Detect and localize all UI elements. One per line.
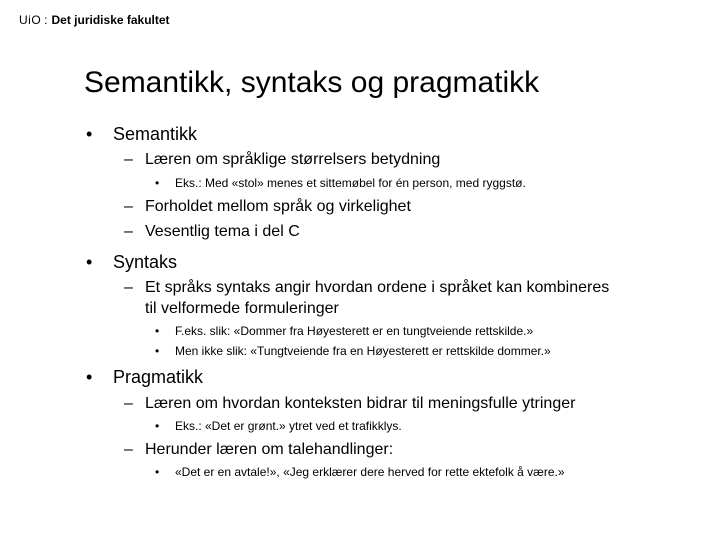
syntaks-item-1-line1: Et språks syntaks angir hvordan ordene i språket kan kombineres <box>145 279 610 296</box>
dash-marker: – <box>124 395 133 412</box>
sub-bullet-marker: • <box>155 176 160 190</box>
pragmatikk-item-2: Herunder læren om talehandlinger: <box>145 441 394 458</box>
syntaks-example-2: Men ikke slik: «Tungtveiende fra en Høyesterett er rettskilde dommer.» <box>175 344 551 358</box>
uio-logo: UiO <box>19 13 42 27</box>
bullet-marker: • <box>86 124 93 144</box>
semantikk-example: Eks.: Med «stol» menes et sittemøbel for én person, med ryggstø. <box>175 176 526 190</box>
sub-bullet-marker: • <box>155 344 160 358</box>
slide-title: Semantikk, syntaks og pragmatikk <box>84 66 540 99</box>
dash-marker: – <box>124 151 133 168</box>
pragmatikk-item-1: Læren om hvordan konteksten bidrar til meningsfulle ytringer <box>145 395 576 412</box>
logo-separator: : <box>44 13 48 27</box>
sub-bullet-marker: • <box>155 324 160 338</box>
semantikk-item-1: Læren om språklige størrelsers betydning <box>145 151 441 168</box>
pragmatikk-example-2: «Det er en avtale!», «Jeg erklærer dere herved for rette ektefolk å være.» <box>175 465 565 479</box>
dash-marker: – <box>124 441 133 458</box>
syntaks-example-1: F.eks. slik: «Dommer fra Høyesterett er en tungtveiende rettskilde.» <box>175 324 534 338</box>
bullet-marker: • <box>86 252 93 272</box>
faculty-name: Det juridiske fakultet <box>51 13 170 27</box>
section-heading-syntaks: Syntaks <box>113 252 178 272</box>
dash-marker: – <box>124 198 133 215</box>
sub-bullet-marker: • <box>155 465 160 479</box>
semantikk-item-3: Vesentlig tema i del C <box>145 223 300 240</box>
section-heading-pragmatikk: Pragmatikk <box>113 367 204 387</box>
syntaks-item-1-line2: til velformede formuleringer <box>145 300 339 317</box>
semantikk-item-2: Forholdet mellom språk og virkelighet <box>145 198 411 215</box>
bullet-marker: • <box>86 367 93 387</box>
section-heading-semantikk: Semantikk <box>113 124 198 144</box>
dash-marker: – <box>124 223 133 240</box>
pragmatikk-example-1: Eks.: «Det er grønt.» ytret ved et trafikklys. <box>175 419 402 433</box>
dash-marker: – <box>124 279 133 296</box>
sub-bullet-marker: • <box>155 419 160 433</box>
